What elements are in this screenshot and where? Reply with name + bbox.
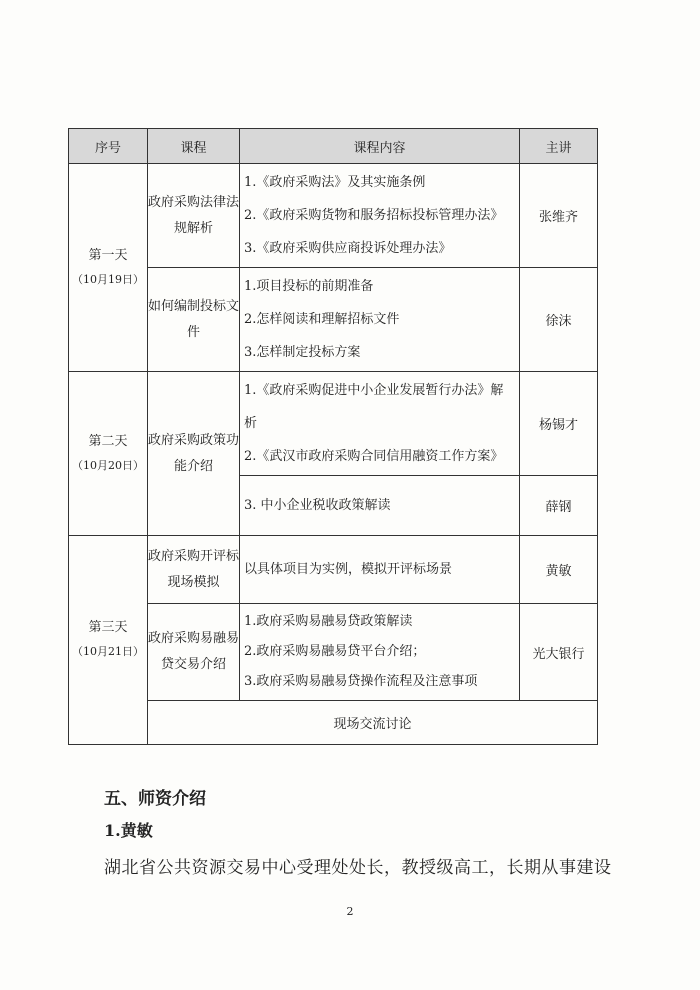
content-item: 以具体项目为实例，模拟开评标场景 xyxy=(244,562,453,577)
header-content: 课程内容 xyxy=(240,129,520,164)
day-label: 第一天 xyxy=(88,247,128,263)
header-course: 课程 xyxy=(148,129,240,164)
content-item: 2.政府采购易融易贷平台介绍； xyxy=(244,644,426,659)
lecturer-cell: 光大银行 xyxy=(520,604,598,701)
content-item: 1.《政府采购法》及其实施条例 xyxy=(244,175,426,190)
content-item: 2.《武汉市政府采购合同信用融资工作方案》 xyxy=(244,449,504,464)
day-label: 第三天 xyxy=(88,620,128,635)
paragraph: 湖北省公共资源交易中心受理处处长，教授级高工，长期从事建设 xyxy=(104,858,612,878)
content-item: 2.怎样阅读和理解招标文件 xyxy=(244,312,400,327)
content-cell xyxy=(240,536,520,604)
content-item: 析 xyxy=(244,416,258,431)
content-item: 1.政府采购易融易贷政策解读 xyxy=(244,614,413,629)
page-number: 2 xyxy=(346,905,354,918)
section-heading: 五、师资介绍 xyxy=(104,789,206,809)
course-cell: 如何编制投标文件 xyxy=(148,268,240,372)
lecturer-cell: 薛钢 xyxy=(520,476,598,536)
content-cell xyxy=(240,268,520,372)
content-item: 2.《政府采购货物和服务招标投标管理办法》 xyxy=(244,208,504,223)
content-item: 3.《政府采购供应商投诉处理办法》 xyxy=(244,241,452,256)
closing-discussion-cell: 现场交流讨论 xyxy=(148,701,598,745)
course-cell: 政府采购法律法规解析 xyxy=(148,164,240,268)
header-lecturer: 主讲 xyxy=(520,129,598,164)
table-row xyxy=(69,372,598,476)
day-label: 第二天 xyxy=(88,433,128,449)
content-cell xyxy=(240,372,520,476)
content-item: 1.《政府采购促进中小企业发展暂行办法》解 xyxy=(244,383,504,398)
lecturer-cell: 黄敏 xyxy=(520,536,598,604)
day-date: （10月20日） xyxy=(72,458,144,472)
content-cell xyxy=(240,476,520,536)
lecturer-cell: 徐沫 xyxy=(520,268,598,372)
content-cell xyxy=(240,164,520,268)
day-date: （10月19日） xyxy=(72,272,144,286)
course-cell: 政府采购易融易贷交易介绍 xyxy=(148,604,240,701)
schedule-table xyxy=(68,128,598,745)
day-date: （10月21日） xyxy=(72,645,144,658)
table-row xyxy=(69,604,598,701)
content-item: 1.项目投标的前期准备 xyxy=(244,279,374,294)
table-row xyxy=(69,164,598,268)
lecturer-cell: 杨锡才 xyxy=(520,372,598,476)
day-cell xyxy=(69,164,148,372)
subheading: 1.黄敏 xyxy=(104,821,153,840)
content-cell xyxy=(240,604,520,701)
course-cell: 政府采购政策功能介绍 xyxy=(148,372,240,536)
content-item: 3. 中小企业税收政策解读 xyxy=(244,498,391,513)
day-cell xyxy=(69,536,148,745)
table-row xyxy=(69,268,598,372)
table-row xyxy=(69,701,598,745)
course-cell: 政府采购开评标现场模拟 xyxy=(148,536,240,604)
content-item: 3.政府采购易融易贷操作流程及注意事项 xyxy=(244,674,478,689)
header-index: 序号 xyxy=(69,129,148,164)
table-row xyxy=(69,536,598,604)
day-cell xyxy=(69,372,148,536)
content-item: 3.怎样制定投标方案 xyxy=(244,345,361,360)
table-header-row xyxy=(69,129,598,164)
lecturer-cell: 张维齐 xyxy=(520,164,598,268)
